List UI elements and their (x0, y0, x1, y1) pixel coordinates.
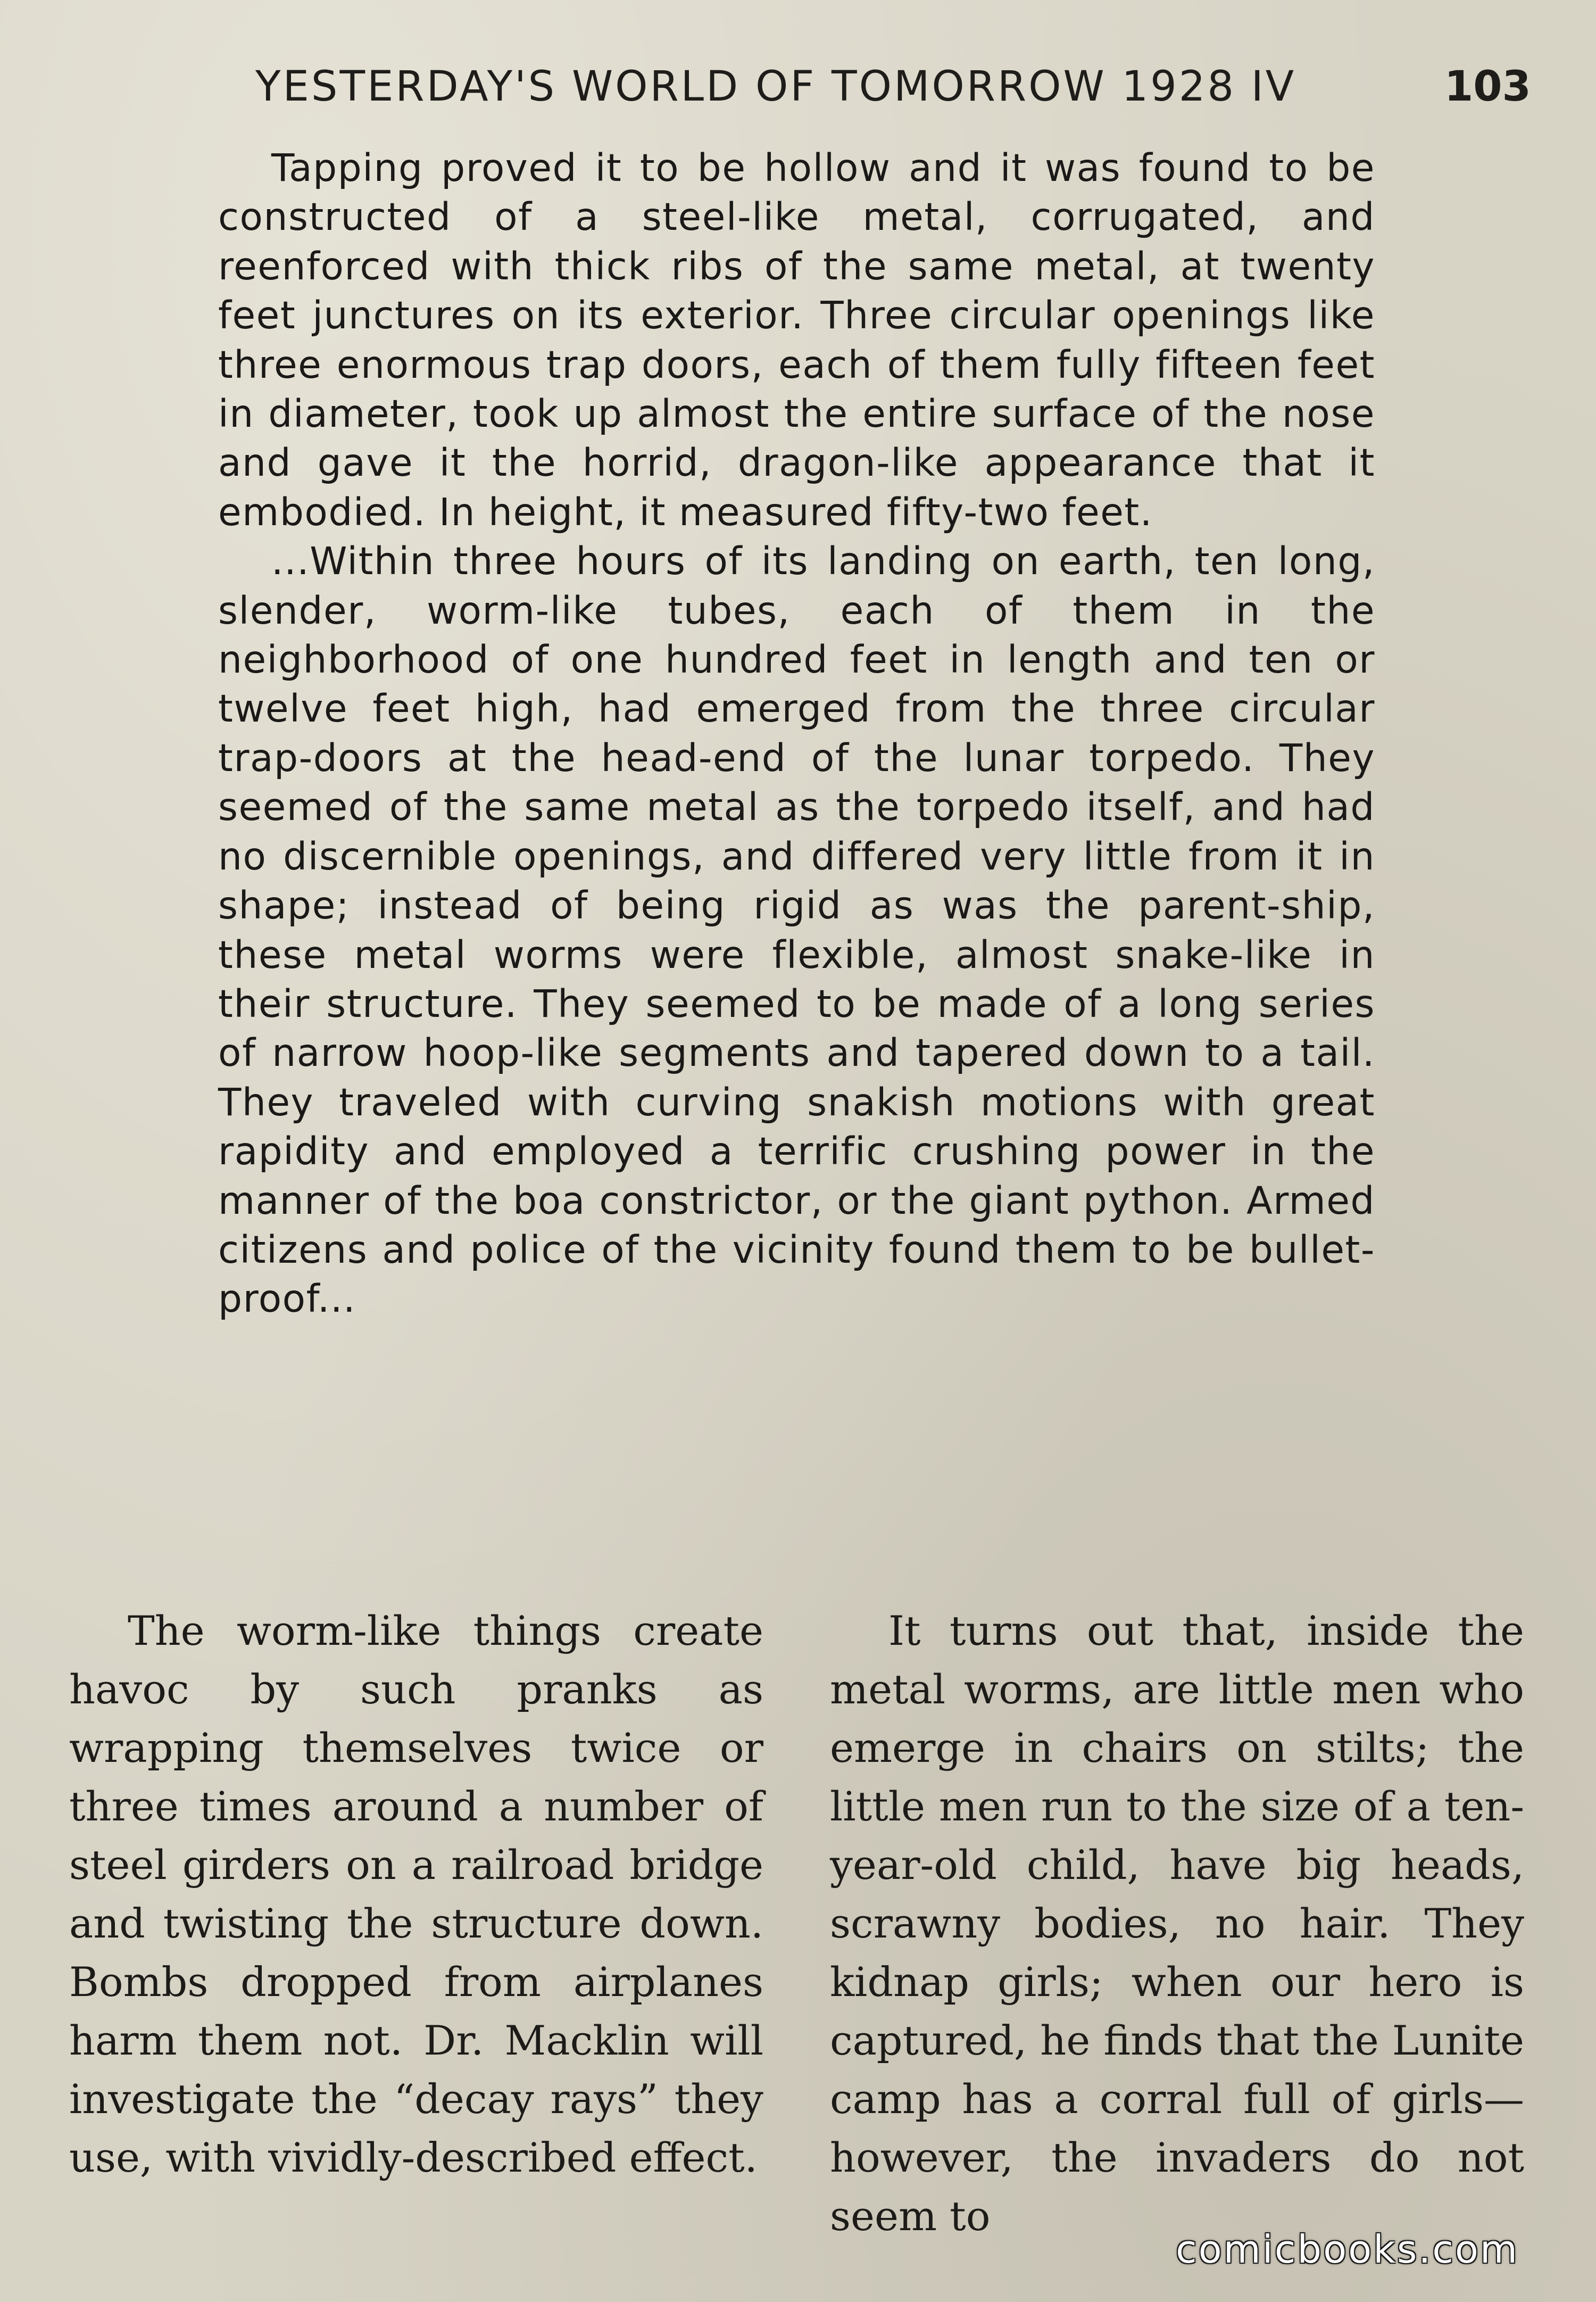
quote-paragraph-2: ...Within three hours of its landing on earth, ten long, slender, worm-like tubes, each of them in the neighborhood of one hundred feet in length and ten or twelve feet high, had emerged from the three circular trap-doors at the head-end of the lunar torpedo. They seemed of the same metal as the torpedo itself, and had no discernible openings, and differed very little from it in shape; instead of being rigid as was the parent-ship, these metal worms were flexible, almost snake-like in their structure. They seemed to be made of a long series of narrow hoop-like segments and tapered down to a tail. They traveled with curving snakish motions with great rapidity and employed a terrific crushing power in the manner of the boa constrictor, or the giant python. Armed citizens and police of the vicinity found them to be bullet-proof... (218, 539, 1375, 1321)
page-number: 103 (1444, 63, 1531, 111)
running-title: YESTERDAY'S WORLD OF TOMORROW 1928 IV (255, 63, 1296, 111)
left-column (69, 1602, 763, 2187)
quoted-passage (218, 144, 1375, 1324)
left-column-paragraph: The worm-like things create havoc by such pranks as wrapping themselves twice or three times around a number of steel girders on a railroad bridge and twisting the structure down. Bombs dropped from airplanes harm them not. Dr. Macklin will investigate the “decay rays” they use, with vividly-described effect. (69, 1607, 763, 2181)
right-column (830, 1602, 1524, 2246)
quote-paragraph-1: Tapping proved it to be hollow and it was found to be constructed of a steel-like metal, corrugated, and reenforced with thick ribs of the same metal, at twenty feet junctures on its exterior. Three circular openings like three enormous trap doors, each of them fully fifteen feet in diameter, took up almost the entire surface of the nose and gave it the horrid, dragon-like appearance that it embodied. In height, it measured fifty-two feet. (218, 146, 1375, 534)
watermark: comicbooks.com (1176, 2227, 1519, 2272)
right-column-paragraph: It turns out that, inside the metal worms, are little men who emerge in chairs on stilts; the little men run to the size of a ten-year-old child, have big heads, scrawny bodies, no hair. They kidnap girls; when our hero is captured, he finds that the Lunite camp has a corral full of girls—however, the invaders do not seem to (830, 1607, 1524, 2240)
